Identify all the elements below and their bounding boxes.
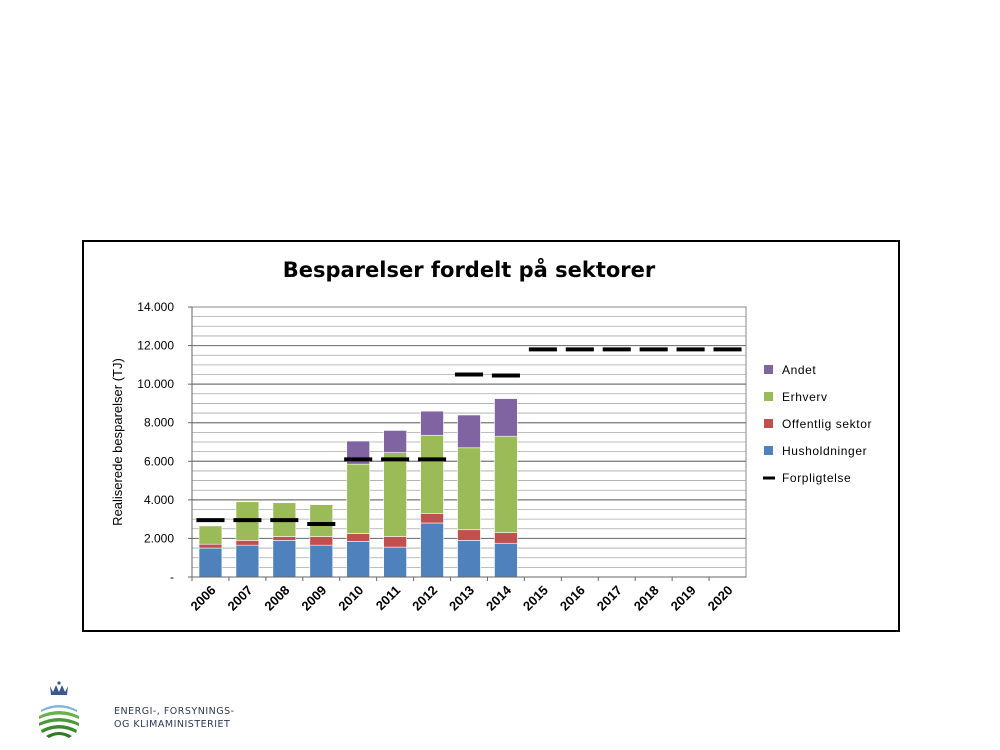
- legend-label: Erhverv: [782, 390, 828, 404]
- bar-erhverv-2014: [494, 436, 517, 532]
- bar-andet-2012: [421, 411, 444, 435]
- x-tick-label: 2020: [704, 582, 736, 614]
- bar-erhverv-2013: [458, 448, 481, 530]
- y-tick-label: 2.000: [143, 531, 174, 546]
- bar-andet-2014: [494, 399, 517, 437]
- x-tick-label: 2013: [446, 582, 478, 614]
- crown-globe-icon: [36, 680, 82, 740]
- y-tick-label: 8.000: [143, 415, 174, 430]
- bar-husholdninger-2013: [458, 540, 481, 577]
- chart-frame: [82, 240, 900, 632]
- bar-erhverv-2006: [199, 526, 222, 544]
- bar-erhverv-2012: [421, 435, 444, 513]
- y-tick-label: 6.000: [143, 454, 174, 469]
- x-tick-label: 2007: [224, 582, 256, 614]
- bar-offentlig-sektor-2009: [310, 537, 333, 546]
- bar-offentlig-sektor-2014: [494, 533, 517, 544]
- bar-husholdninger-2010: [347, 541, 370, 577]
- bar-husholdninger-2014: [494, 543, 517, 577]
- bar-offentlig-sektor-2012: [421, 513, 444, 523]
- legend-swatch-offentlig-sektor: [764, 419, 773, 428]
- legend-swatch-erhverv: [764, 392, 773, 401]
- y-tick-label: -: [170, 570, 174, 584]
- x-tick-label: 2012: [409, 582, 441, 614]
- ministry-logo: [36, 680, 236, 740]
- bar-offentlig-sektor-2013: [458, 530, 481, 541]
- x-tick-label: 2014: [482, 582, 515, 614]
- x-tick-label: 2009: [298, 582, 330, 614]
- bar-erhverv-2010: [347, 464, 370, 533]
- x-tick-label: 2016: [556, 582, 588, 614]
- logo-line-1: ENERGI-, FORSYNINGS-: [114, 706, 235, 717]
- bar-chart: [84, 242, 898, 630]
- legend-swatch-andet: [764, 365, 773, 374]
- legend-label: Husholdninger: [782, 444, 868, 458]
- bar-erhverv-2011: [384, 453, 407, 537]
- x-tick-label: 2017: [593, 582, 625, 614]
- chart-title: Besparelser fordelt på sektorer: [282, 258, 656, 282]
- legend-label: Offentlig sektor: [782, 417, 873, 431]
- bar-offentlig-sektor-2006: [199, 544, 222, 548]
- bar-husholdninger-2011: [384, 547, 407, 577]
- bar-husholdninger-2009: [310, 545, 333, 577]
- legend-swatch-husholdninger: [764, 446, 773, 455]
- x-tick-label: 2011: [372, 582, 404, 614]
- bar-erhverv-2009: [310, 505, 333, 537]
- y-tick-label: 4.000: [143, 492, 174, 507]
- bar-husholdninger-2007: [236, 545, 259, 577]
- bar-husholdninger-2012: [421, 523, 444, 577]
- y-axis-label: Realiserede besparelser (TJ): [110, 358, 125, 526]
- bar-offentlig-sektor-2011: [384, 537, 407, 548]
- y-tick-label: 10.000: [137, 377, 174, 392]
- bar-andet-2011: [384, 430, 407, 452]
- x-tick-label: 2019: [667, 582, 699, 614]
- y-tick-label: 12.000: [137, 338, 174, 353]
- x-tick-label: 2018: [630, 582, 662, 614]
- bar-andet-2013: [458, 415, 481, 448]
- x-tick-label: 2010: [335, 582, 367, 614]
- bar-husholdninger-2006: [199, 548, 222, 577]
- bar-offentlig-sektor-2008: [273, 537, 296, 541]
- x-tick-label: 2006: [187, 582, 219, 614]
- y-tick-label: 14.000: [137, 300, 174, 314]
- legend-label: Forpligtelse: [782, 471, 852, 485]
- x-tick-label: 2008: [261, 582, 293, 614]
- bar-husholdninger-2008: [273, 540, 296, 577]
- x-tick-label: 2015: [519, 582, 551, 614]
- logo-line-2: OG KLIMAMINISTERIET: [114, 719, 231, 730]
- bar-offentlig-sektor-2010: [347, 534, 370, 542]
- legend-label: Andet: [782, 363, 817, 377]
- bar-offentlig-sektor-2007: [236, 540, 259, 545]
